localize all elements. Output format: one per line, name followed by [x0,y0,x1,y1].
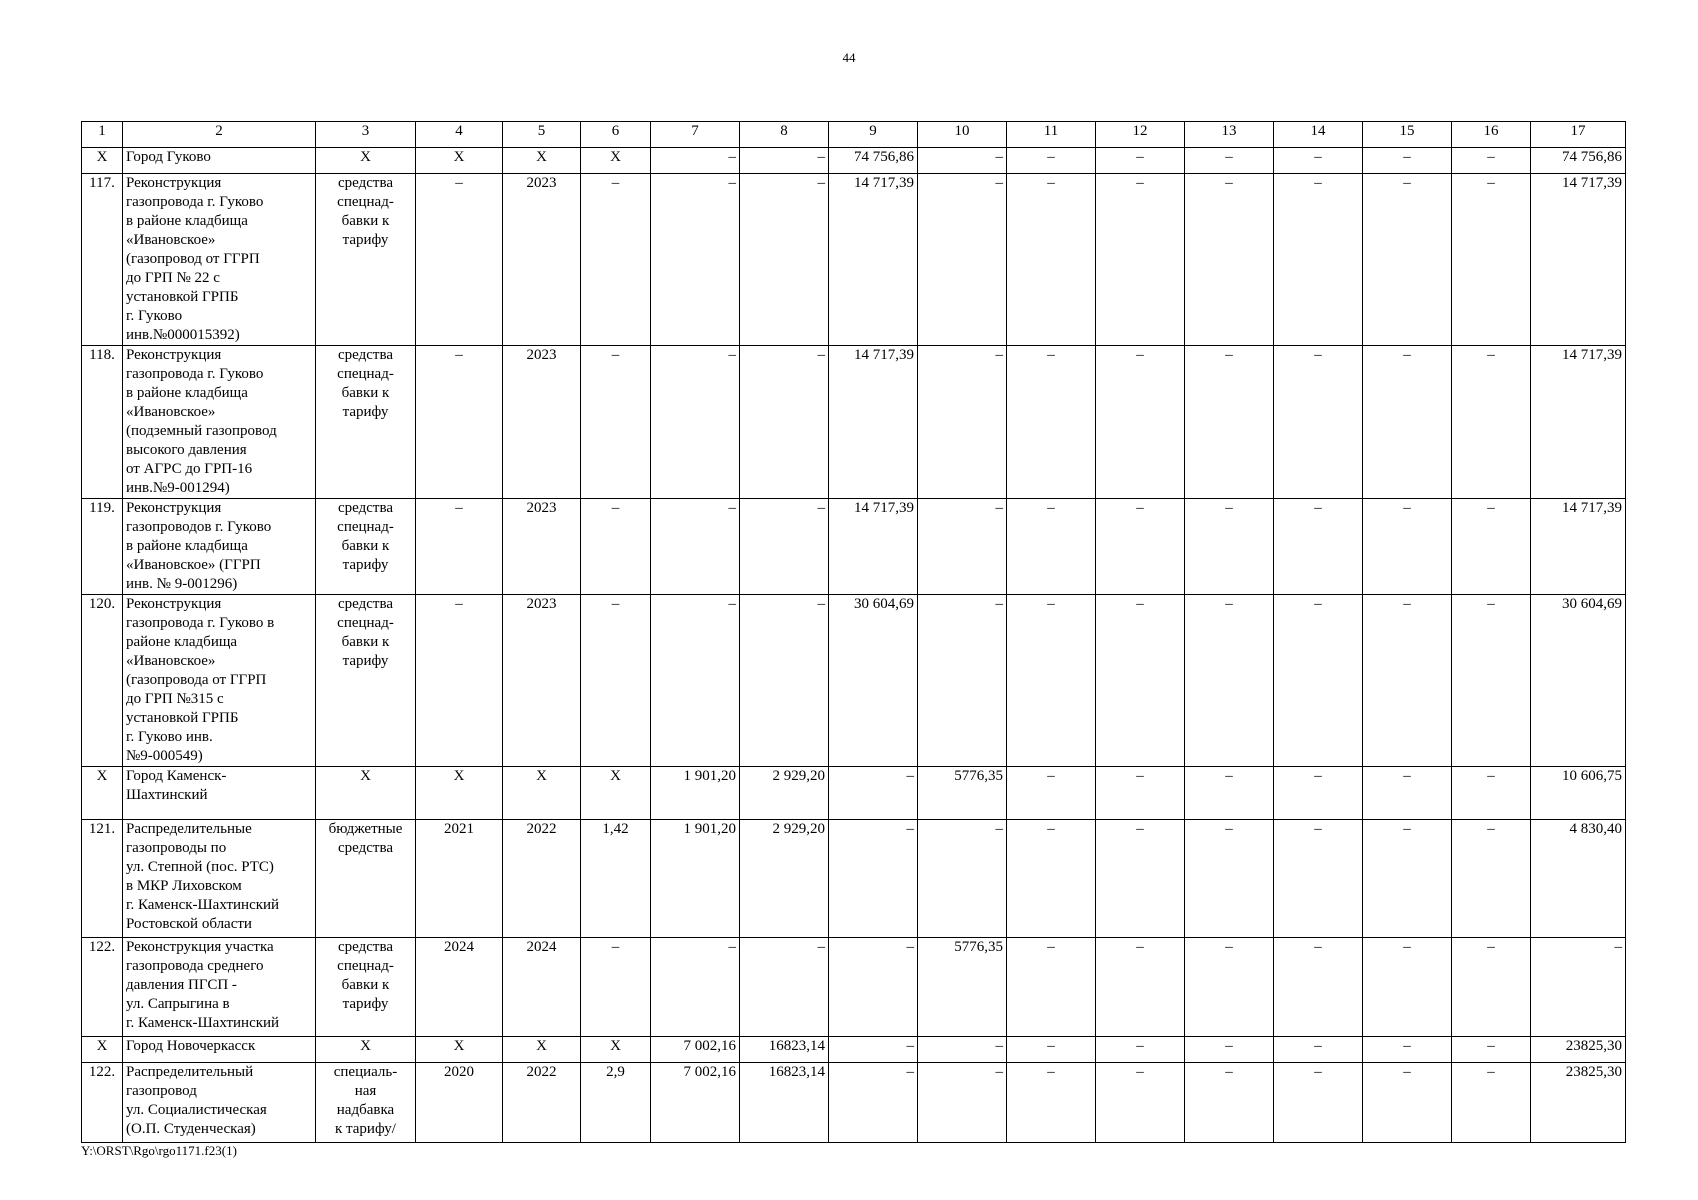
value-cell: – [1185,1063,1274,1143]
value-cell: 23825,30 [1531,1063,1626,1143]
value-cell: – [1363,1063,1452,1143]
value-cell: – [581,938,651,1037]
header-cell: 5 [503,122,581,148]
value-cell: Х [503,767,581,820]
value-cell: – [1452,820,1531,938]
value-cell: 14 717,39 [829,174,918,346]
value-cell: – [918,499,1007,595]
value-cell: – [1185,499,1274,595]
value-cell: – [829,1063,918,1143]
header-cell: 10 [918,122,1007,148]
value-cell: 14 717,39 [1531,346,1626,499]
header-cell: 8 [740,122,829,148]
value-cell: – [1096,174,1185,346]
value-cell: – [1185,174,1274,346]
value-cell: – [829,1037,918,1063]
value-cell: – [1185,938,1274,1037]
value-cell: – [1274,938,1363,1037]
value-cell: – [1363,148,1452,174]
investment-table [81,121,1626,1143]
header-row [82,122,1626,148]
value-cell: – [1452,595,1531,767]
value-cell: – [918,148,1007,174]
value-cell: – [1096,499,1185,595]
value-cell: 2 929,20 [740,767,829,820]
header-cell: 12 [1096,122,1185,148]
object-name-cell: Реконструкция участка газопровода среднего давления ПГСП - ул. Сапрыгина в г. Каменск-Шахтинский [123,938,316,1037]
value-cell: 7 002,16 [651,1037,740,1063]
value-cell: – [740,595,829,767]
value-cell: – [918,346,1007,499]
funding-source-cell: средства спецнад- бавки к тарифу [316,595,416,767]
value-cell: – [1185,346,1274,499]
value-cell: – [416,499,503,595]
value-cell: – [918,820,1007,938]
value-cell: – [1007,174,1096,346]
value-cell: – [918,174,1007,346]
value-cell: – [1007,595,1096,767]
value-cell: – [651,346,740,499]
value-cell: 16823,14 [740,1063,829,1143]
value-cell: – [1096,148,1185,174]
value-cell: Х [416,148,503,174]
value-cell: – [581,499,651,595]
object-name-cell: Реконструкция газопроводов г. Гуково в районе кладбища «Ивановское» (ГГРП инв. № 9-001296) [123,499,316,595]
value-cell: – [1274,595,1363,767]
value-cell: – [1274,499,1363,595]
value-cell: – [1363,595,1452,767]
object-name-cell: Город Гуково [123,148,316,174]
row-number-cell: 122. [82,1063,123,1143]
value-cell: 74 756,86 [829,148,918,174]
row-number-cell: 119. [82,499,123,595]
funding-source-cell: средства спецнад- бавки к тарифу [316,346,416,499]
header-cell: 16 [1452,122,1531,148]
file-path-footer: Y:\ORST\Rgo\rgo1171.f23(1) [81,1143,237,1158]
value-cell: 2022 [503,820,581,938]
header-cell: 17 [1531,122,1626,148]
table-row [82,148,1626,174]
value-cell: – [1096,1063,1185,1143]
value-cell: – [651,938,740,1037]
value-cell: 14 717,39 [829,499,918,595]
value-cell: – [829,767,918,820]
value-cell: – [1007,938,1096,1037]
value-cell: – [1363,346,1452,499]
value-cell: – [740,938,829,1037]
value-cell: 10 606,75 [1531,767,1626,820]
value-cell: – [651,595,740,767]
header-cell: 6 [581,122,651,148]
value-cell: – [829,938,918,1037]
row-number-cell: Х [82,148,123,174]
value-cell: Х [503,1037,581,1063]
value-cell: 2023 [503,174,581,346]
value-cell: – [1452,1063,1531,1143]
value-cell: – [1363,499,1452,595]
table-row [82,938,1626,1037]
value-cell: – [1007,820,1096,938]
table-row [82,1063,1626,1143]
value-cell: – [1007,767,1096,820]
object-name-cell: Распределительный газопровод ул. Социалистическая (О.П. Студенческая) [123,1063,316,1143]
value-cell: 2020 [416,1063,503,1143]
value-cell: 30 604,69 [829,595,918,767]
value-cell: 14 717,39 [1531,174,1626,346]
value-cell: – [1096,1037,1185,1063]
value-cell: – [1274,767,1363,820]
value-cell: – [1274,346,1363,499]
value-cell: – [1007,148,1096,174]
value-cell: 2023 [503,346,581,499]
value-cell: 74 756,86 [1531,148,1626,174]
value-cell: Х [416,1037,503,1063]
value-cell: – [918,1037,1007,1063]
value-cell: – [1452,767,1531,820]
value-cell: – [1363,938,1452,1037]
table-row [82,1037,1626,1063]
row-number-cell: 120. [82,595,123,767]
table-body [82,122,1626,1143]
value-cell: – [1007,499,1096,595]
value-cell: – [651,499,740,595]
header-cell: 1 [82,122,123,148]
funding-source-cell: специаль- ная надбавка к тарифу/ [316,1063,416,1143]
value-cell: 7 002,16 [651,1063,740,1143]
value-cell: 2021 [416,820,503,938]
funding-source-cell: Х [316,148,416,174]
value-cell: – [1096,820,1185,938]
value-cell: 5776,35 [918,767,1007,820]
value-cell: – [1096,938,1185,1037]
object-name-cell: Распределительные газопроводы по ул. Степной (пос. РТС) в МКР Лиховском г. Каменск-Шахтинский Ростовской области [123,820,316,938]
value-cell: – [1452,174,1531,346]
value-cell: 1 901,20 [651,767,740,820]
value-cell: – [1274,148,1363,174]
value-cell: – [1274,1063,1363,1143]
value-cell: – [416,595,503,767]
value-cell: – [1363,1037,1452,1063]
value-cell: – [1452,499,1531,595]
row-number-cell: 117. [82,174,123,346]
value-cell: 2023 [503,499,581,595]
table-row [82,174,1626,346]
value-cell: – [651,148,740,174]
value-cell: – [740,174,829,346]
value-cell: – [1007,346,1096,499]
value-cell: 2024 [416,938,503,1037]
value-cell: 16823,14 [740,1037,829,1063]
header-cell: 14 [1274,122,1363,148]
page-number: 44 [842,50,856,65]
value-cell: – [581,174,651,346]
value-cell: Х [416,767,503,820]
header-cell: 11 [1007,122,1096,148]
object-name-cell: Реконструкция газопровода г. Гуково в районе кладбища «Ивановское» (подземный газопровод высокого давления от АГРС до ГРП-16 инв.№9-001294) [123,346,316,499]
row-number-cell: 121. [82,820,123,938]
value-cell: – [1185,595,1274,767]
value-cell: – [740,499,829,595]
value-cell: 23825,30 [1531,1037,1626,1063]
value-cell: 2024 [503,938,581,1037]
value-cell: Х [581,1037,651,1063]
value-cell: – [1274,174,1363,346]
row-number-cell: 122. [82,938,123,1037]
value-cell: 1 901,20 [651,820,740,938]
value-cell: – [1363,767,1452,820]
value-cell: Х [503,148,581,174]
value-cell: 14 717,39 [1531,499,1626,595]
value-cell: 5776,35 [918,938,1007,1037]
header-cell: 2 [123,122,316,148]
row-number-cell: 118. [82,346,123,499]
table-row [82,767,1626,820]
value-cell: – [1185,148,1274,174]
funding-source-cell: средства спецнад- бавки к тарифу [316,938,416,1037]
table-row [82,595,1626,767]
header-cell: 3 [316,122,416,148]
value-cell: – [1185,820,1274,938]
value-cell: – [918,595,1007,767]
object-name-cell: Город Новочеркасск [123,1037,316,1063]
value-cell: – [1096,346,1185,499]
value-cell: – [1531,938,1626,1037]
header-cell: 13 [1185,122,1274,148]
value-cell: 2022 [503,1063,581,1143]
value-cell: Х [581,767,651,820]
funding-source-cell: Х [316,1037,416,1063]
table-row [82,346,1626,499]
object-name-cell: Реконструкция газопровода г. Гуково в районе кладбища «Ивановское» (газопровода от ГГРП до ГРП №315 с установкой ГРПБ г. Гуково инв. №9-000549) [123,595,316,767]
value-cell: 2,9 [581,1063,651,1143]
value-cell: – [1007,1037,1096,1063]
funding-source-cell: средства спецнад- бавки к тарифу [316,174,416,346]
value-cell: – [651,174,740,346]
value-cell: – [1007,1063,1096,1143]
row-number-cell: Х [82,1037,123,1063]
value-cell: – [740,148,829,174]
row-number-cell: Х [82,767,123,820]
value-cell: 2023 [503,595,581,767]
value-cell: 14 717,39 [829,346,918,499]
header-cell: 9 [829,122,918,148]
value-cell: – [416,346,503,499]
funding-source-cell: бюджетные средства [316,820,416,938]
value-cell: – [740,346,829,499]
table-row [82,499,1626,595]
value-cell: – [1363,174,1452,346]
value-cell: – [1452,148,1531,174]
value-cell: 2 929,20 [740,820,829,938]
value-cell: Х [581,148,651,174]
value-cell: 4 830,40 [1531,820,1626,938]
value-cell: – [1096,595,1185,767]
value-cell: – [918,1063,1007,1143]
value-cell: – [1185,1037,1274,1063]
value-cell: 30 604,69 [1531,595,1626,767]
value-cell: – [581,346,651,499]
value-cell: – [1096,767,1185,820]
funding-source-cell: Х [316,767,416,820]
header-cell: 4 [416,122,503,148]
value-cell: – [1274,1037,1363,1063]
table-row [82,820,1626,938]
value-cell: – [1452,1037,1531,1063]
object-name-cell: Реконструкция газопровода г. Гуково в районе кладбища «Ивановское» (газопровод от ГГРП до ГРП № 22 с установкой ГРПБ г. Гуково инв.№000015392) [123,174,316,346]
value-cell: – [416,174,503,346]
value-cell: – [1452,938,1531,1037]
header-cell: 15 [1363,122,1452,148]
value-cell: – [1363,820,1452,938]
value-cell: – [1452,346,1531,499]
value-cell: – [1274,820,1363,938]
header-cell: 7 [651,122,740,148]
value-cell: 1,42 [581,820,651,938]
value-cell: – [829,820,918,938]
value-cell: – [581,595,651,767]
value-cell: – [1185,767,1274,820]
funding-source-cell: средства спецнад- бавки к тарифу [316,499,416,595]
object-name-cell: Город Каменск- Шахтинский [123,767,316,820]
